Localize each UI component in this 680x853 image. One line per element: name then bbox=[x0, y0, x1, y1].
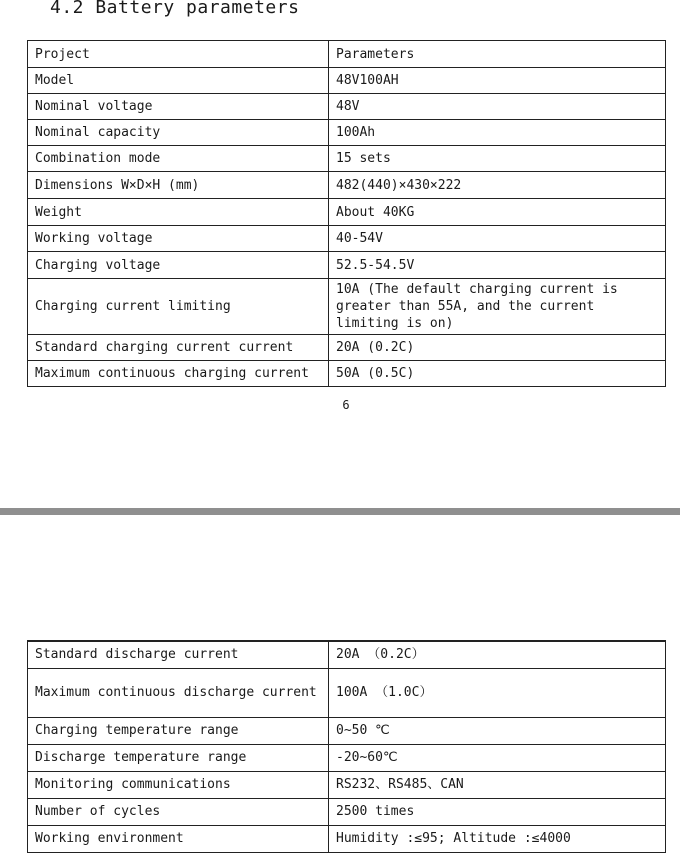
param-label-cell: Combination mode bbox=[28, 146, 329, 172]
table-row bbox=[28, 744, 666, 771]
param-label-cell: Dimensions W×D×H (mm) bbox=[28, 172, 329, 199]
table-row bbox=[28, 199, 666, 226]
param-value-cell: 48V bbox=[329, 94, 666, 120]
table-row bbox=[28, 798, 666, 825]
param-value-cell: -20~60℃ bbox=[329, 744, 666, 771]
param-label-cell: Nominal voltage bbox=[28, 94, 329, 120]
table-row bbox=[28, 94, 666, 120]
table-row bbox=[28, 668, 666, 717]
param-label-cell: Working environment bbox=[28, 825, 329, 852]
param-label-cell: Model bbox=[28, 68, 329, 94]
param-value-cell: 20A (0.2C) bbox=[329, 335, 666, 361]
param-label-cell: Weight bbox=[28, 199, 329, 226]
section-title: 4.2 Battery parameters bbox=[50, 0, 300, 18]
param-label-cell: Monitoring communications bbox=[28, 771, 329, 798]
param-value-cell: 10A (The default charging current is greater than 55A, and the current limiting is on) bbox=[329, 279, 666, 335]
table-row bbox=[28, 717, 666, 744]
param-value-cell: Parameters bbox=[329, 41, 666, 68]
table-row bbox=[28, 361, 666, 387]
param-value-cell: Humidity :≤95; Altitude :≤4000 bbox=[329, 825, 666, 852]
param-label-cell: Maximum continuous charging current bbox=[28, 361, 329, 387]
table-row bbox=[28, 771, 666, 798]
param-value-cell: 100Ah bbox=[329, 120, 666, 146]
param-label-cell: Standard discharge current bbox=[28, 641, 329, 668]
table-row bbox=[28, 146, 666, 172]
battery-parameters-table-continued bbox=[27, 640, 666, 853]
table-body bbox=[28, 41, 666, 387]
param-label-cell: Project bbox=[28, 41, 329, 68]
battery-parameters-table bbox=[27, 40, 666, 387]
param-label-cell: Number of cycles bbox=[28, 798, 329, 825]
param-value-cell: About 40KG bbox=[329, 199, 666, 226]
table-row bbox=[28, 68, 666, 94]
page-number: 6 bbox=[342, 398, 350, 412]
param-label-cell: Standard charging current current bbox=[28, 335, 329, 361]
table-row bbox=[28, 279, 666, 335]
table-body bbox=[28, 641, 666, 852]
param-label-cell: Discharge temperature range bbox=[28, 744, 329, 771]
param-value-cell: 482(440)×430×222 bbox=[329, 172, 666, 199]
param-value-cell: 40-54V bbox=[329, 226, 666, 252]
table-row bbox=[28, 335, 666, 361]
param-value-cell: 20A （0.2C） bbox=[329, 641, 666, 668]
param-value-cell: 48V100AH bbox=[329, 68, 666, 94]
param-value-cell: 0~50 ℃ bbox=[329, 717, 666, 744]
table-row bbox=[28, 252, 666, 279]
param-label-cell: Charging temperature range bbox=[28, 717, 329, 744]
table-row bbox=[28, 226, 666, 252]
param-label-cell: Maximum continuous discharge current bbox=[28, 668, 329, 717]
param-label-cell: Charging current limiting bbox=[28, 279, 329, 335]
param-value-cell: 52.5-54.5V bbox=[329, 252, 666, 279]
param-value-cell: 100A （1.0C） bbox=[329, 668, 666, 717]
table-row bbox=[28, 120, 666, 146]
table-row bbox=[28, 641, 666, 668]
table-row bbox=[28, 825, 666, 852]
param-label-cell: Nominal capacity bbox=[28, 120, 329, 146]
param-value-cell: 50A (0.5C) bbox=[329, 361, 666, 387]
param-value-cell: 15 sets bbox=[329, 146, 666, 172]
table-row bbox=[28, 172, 666, 199]
param-label-cell: Charging voltage bbox=[28, 252, 329, 279]
param-label-cell: Working voltage bbox=[28, 226, 329, 252]
page-divider bbox=[0, 508, 680, 515]
table-row bbox=[28, 41, 666, 68]
param-value-cell: 2500 times bbox=[329, 798, 666, 825]
param-value-cell: RS232、RS485、CAN bbox=[329, 771, 666, 798]
